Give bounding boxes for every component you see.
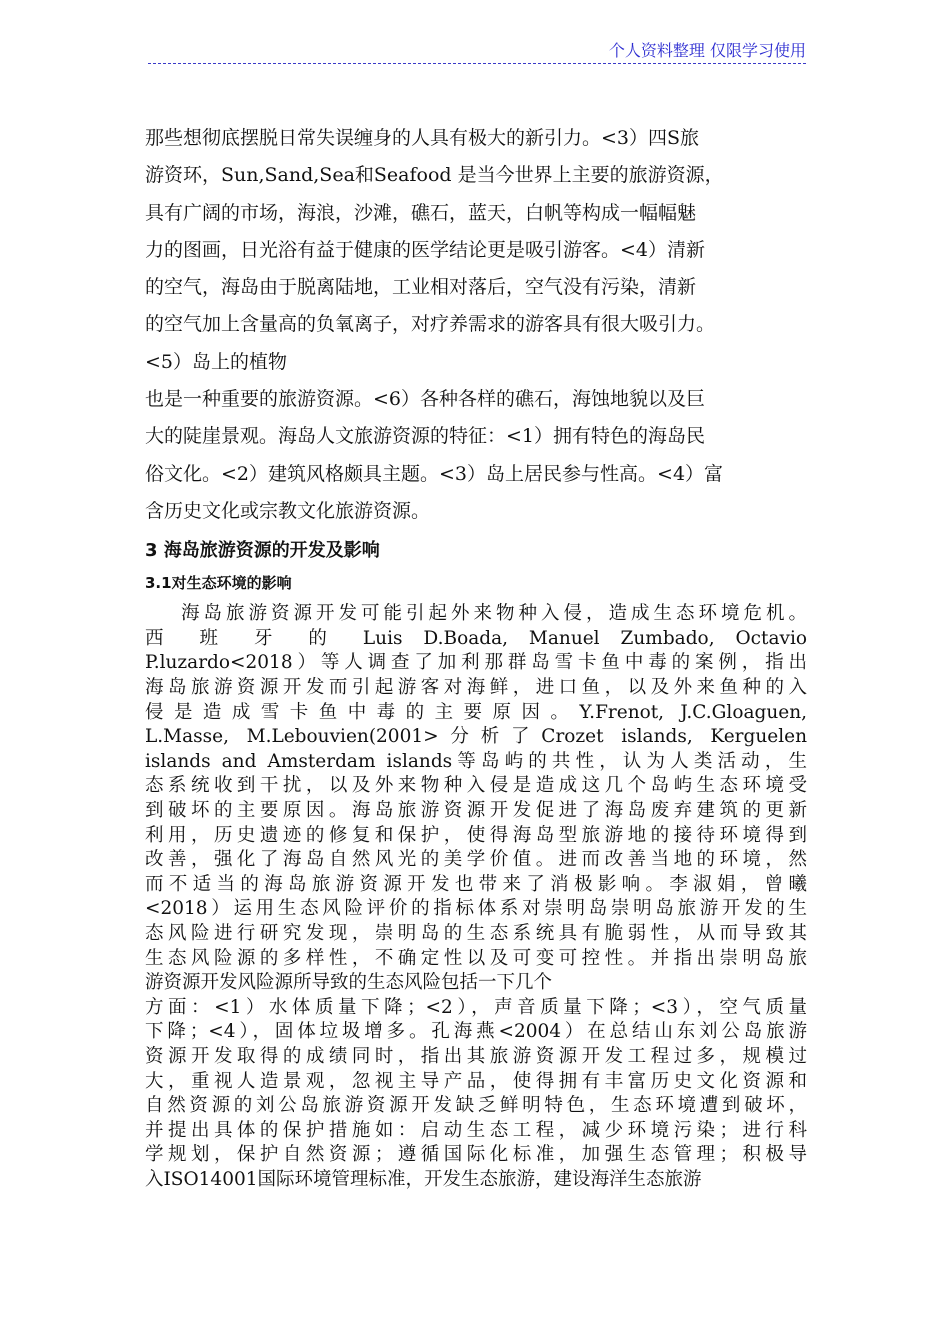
paragraph-ecological-impact xyxy=(145,602,807,1192)
text-line: 俗文化。<2）建筑风格颇具主题。<3）岛上居民参与性高。<4）富 xyxy=(145,462,724,485)
text-line: L.Masse, M.Lebouvien(2001>分析了Crozet islands, Kerguelen xyxy=(145,726,807,748)
subsection-heading: 3.1对生态环境的影响 xyxy=(145,574,292,593)
section-heading: 3 海岛旅游资源的开发及影响 xyxy=(145,540,380,562)
text-line: 也是一种重要的旅游资源。<6）各种各样的礁石，海蚀地貌以及巨 xyxy=(145,388,706,411)
text-line: 态风险进行研究发现，崇明岛的生态系统具有脆弱性，从而导致其 xyxy=(145,922,807,944)
text-line: 入ISO14001国际环境管理标准，开发生态旅游，建设海洋生态旅游 xyxy=(145,1168,702,1190)
text-line: 资源开发取得的成绩同时，指出其旅游资源开发工程过多，规模过 xyxy=(145,1045,807,1067)
text-line: <2018）运用生态风险评价的指标体系对崇明岛崇明岛旅游开发的生 xyxy=(145,898,807,920)
text-line: 学规划，保护自然资源；遵循国际化标准，加强生态管理；积极导 xyxy=(145,1144,807,1166)
text-line: 具有广阔的市场，海浪，沙滩，礁石，蓝天，白帆等构成一幅幅魅 xyxy=(145,201,697,224)
text-line: 方面：<1）水体质量下降；<2），声音质量下降；<3），空气质量 xyxy=(145,996,807,1018)
text-line: 力的图画，日光浴有益于健康的医学结论更是吸引游客。<4）清新 xyxy=(145,238,706,261)
text-line: 的空气加上含量高的负氧离子，对疗养需求的游客具有很大吸引力。 xyxy=(145,313,716,336)
text-line: 而不适当的海岛旅游资源开发也带来了消极影响。李淑娟，曾曦 xyxy=(145,873,807,895)
text-line: 游资环，Sun,Sand,Sea和Seafood 是当今世界上主要的旅游资源， xyxy=(145,164,724,187)
text-line: 利用，历史遗迹的修复和保护，使得海岛型旅游地的接待环境得到 xyxy=(145,824,807,846)
text-line: 含历史文化或宗教文化旅游资源。 xyxy=(145,499,431,522)
text-line: 大，重视人造景观，忽视主导产品，使得拥有丰富历史文化资源和 xyxy=(145,1070,807,1092)
text-line: 到破坏的主要原因。海岛旅游资源开发促进了海岛废弃建筑的更新 xyxy=(145,800,807,822)
paragraph-island-resources xyxy=(145,120,807,530)
text-line: 生态风险源的多样性，不确定性以及可变可控性。并指出崇明岛旅 xyxy=(145,947,807,969)
text-line: 并提出具体的保护措施如：启动生态工程，减少环境污染；进行科 xyxy=(145,1119,807,1141)
text-line: 侵是造成雪卡鱼中毒的主要原因。Y.Frenot, J.C.Gloaguen, xyxy=(145,701,807,723)
page-header: 个人资料整理 仅限学习使用 xyxy=(148,38,806,64)
document-body xyxy=(145,120,807,1193)
text-line: 海岛旅游资源开发可能引起外来物种入侵，造成生态环境危机。 xyxy=(181,603,807,625)
text-line: islands and Amsterdam islands等岛屿的共性，认为人类活动，生 xyxy=(145,750,807,772)
text-line: 下降；<4），固体垃圾增多。孔海燕<2004）在总结山东刘公岛旅游 xyxy=(145,1021,807,1043)
text-line: 的空气，海岛由于脱离陆地，工业相对落后，空气没有污染，清新 xyxy=(145,276,697,299)
text-line: <5）岛上的植物 xyxy=(145,350,288,373)
text-line: 态系统收到干扰，以及外来物种入侵是造成这几个岛屿生态环境受 xyxy=(145,775,807,797)
text-line: 游资源开发风险源所导致的生态风险包括一下几个 xyxy=(145,972,553,994)
text-line: 那些想彻底摆脱日常失误缠身的人具有极大的新引力。<3）四S旅 xyxy=(145,127,700,149)
text-line: 改善，强化了海岛自然风光的美学价值。进而改善当地的环境，然 xyxy=(145,849,807,871)
text-line: 海岛旅游资源开发而引起游客对海鲜，进口鱼，以及外来鱼种的入 xyxy=(145,677,807,699)
text-line: 自然资源的刘公岛旅游资源开发缺乏鲜明特色，生态环境遭到破坏， xyxy=(145,1095,807,1117)
text-line: P.luzardo<2018）等人调查了加利那群岛雪卡鱼中毒的案例，指出 xyxy=(145,652,807,674)
text-line: 西 班 牙 的 Luis D.Boada, Manuel Zumbado, Octavio xyxy=(145,627,807,649)
text-line: 大的陡崖景观。海岛人文旅游资源的特征：<1）拥有特色的海岛民 xyxy=(145,425,706,448)
